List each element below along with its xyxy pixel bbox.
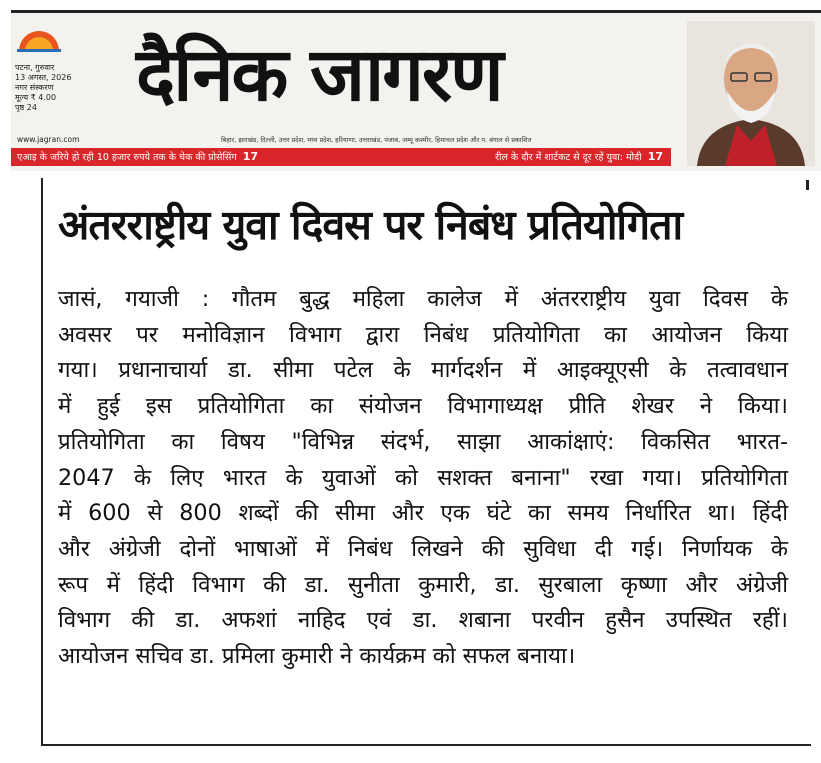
sun-logo-icon	[17, 27, 61, 53]
newspaper-masthead	[11, 10, 821, 171]
article-line: विभाग की डा. अफशां नाहिद एवं डा. शबाना परवीन हुसैन उपस्थित रहीं।	[58, 607, 788, 634]
article-line: में हुई इस प्रतियोगिता का संयोजन विभागाध्यक्ष प्रीति शेखर ने किया।	[58, 393, 788, 420]
ticker-right[interactable]: रील के दौर में शार्टकट से दूर रहें युवा: मोदी 17	[495, 150, 663, 163]
article-line: और अंग्रेजी दोनों भाषाओं में निबंध लिखने की सुविधा दी गई। निर्णायक के	[58, 535, 788, 562]
column-rule-corner	[806, 180, 809, 190]
ticker-left[interactable]: एआइ के जरिये हो रही 10 हजार रुपये तक के चेक की प्रोसेसिंग 17	[17, 150, 259, 163]
article-line: प्रतियोगिता का विषय "विभिन्न संदर्भ, साझा आकांक्षाएं: विकसित भारत-	[58, 428, 788, 455]
edition-date: 13 अगस्त, 2026	[15, 73, 72, 82]
edition-city-day: पटना, गुरुवार	[15, 63, 55, 72]
article-line: में 600 से 800 शब्दों की सीमा और एक घंटे का समय निर्धारित था। हिंदी	[58, 500, 788, 527]
edition-info	[15, 63, 71, 113]
article-body	[58, 282, 788, 675]
article-line: आयोजन सचिव डा. प्रमिला कुमारी ने कार्यक्रम को सफल बनाया।	[58, 643, 576, 670]
website-link[interactable]: www.jagran.com	[17, 135, 80, 144]
article-line: गया। प्रधानाचार्या डा. सीमा पटेल के मार्गदर्शन में आइक्यूएसी के तत्वावधान	[58, 357, 788, 384]
article-line: रूप में हिंदी विभाग की डा. सुनीता कुमारी, डा. सुरबाला कृष्णा और अंग्रेजी	[58, 571, 788, 598]
newspaper-title: दैनिक जागरण	[136, 32, 502, 118]
ticker-left-page: 17	[242, 150, 259, 163]
edition-pages: पृष्ठ 24	[15, 103, 37, 112]
published-states: बिहार, झारखंड, दिल्ली, उत्तर प्रदेश, मध्य प्रदेश, हरियाणा, उत्तराखंड, पंजाब, जम्मू कश्मीर, हिमाचल प्रदेश और प. बंगाल से प्रकाशित	[221, 136, 532, 144]
article-line: जासं, गयाजी : गौतम बुद्ध महिला कालेज में अंतरराष्ट्रीय युवा दिवस के	[58, 286, 788, 312]
article-headline: अंतरराष्ट्रीय युवा दिवस पर निबंध प्रतियोगिता	[58, 201, 683, 249]
ticker-right-page: 17	[647, 150, 663, 163]
article-line: 2047 के लिए भारत के युवाओं को सशक्त बनाना" रखा गया। प्रतियोगिता	[58, 464, 788, 491]
portrait-photo	[687, 21, 815, 166]
column-rule-bottom	[41, 744, 811, 746]
edition-price: मूल्य ₹ 4.00	[15, 93, 57, 102]
news-ticker	[11, 148, 671, 166]
column-rule-left	[41, 178, 43, 746]
edition-name: नगर संस्करण	[15, 83, 54, 92]
article-line: अवसर पर मनोविज्ञान विभाग द्वारा निबंध प्रतियोगिता का आयोजन किया	[58, 321, 788, 348]
